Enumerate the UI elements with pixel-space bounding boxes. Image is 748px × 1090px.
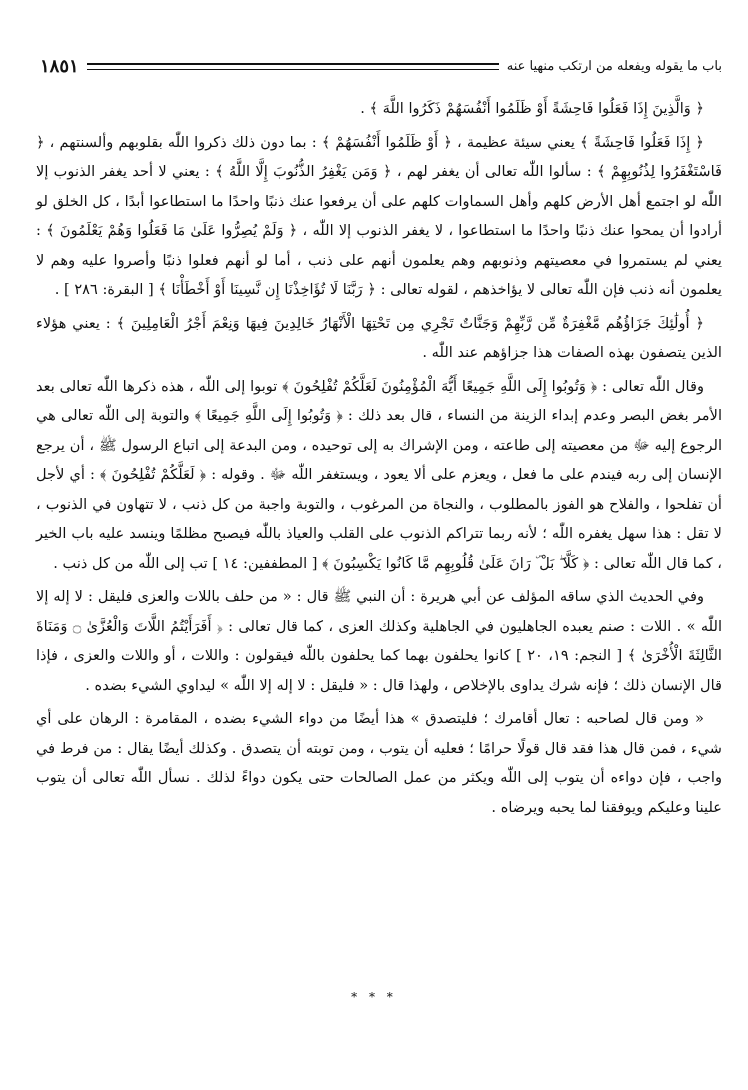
- paragraph-gambling: « ومن قال لصاحبه : تعال أقامرك ؛ فليتصدق » هذا أيضًا من دواء الشيء بضده ، المقامرة : الرهان على أي شيء ، فمن قال هذا فقد قال قولًا حرامًا ؛ فعليه أن يتوب ، ومن توبته أن يتصدق . وكذلك أيضًا يقال : من فرط في واجب ، فإن دواءه أن يتوب إلى اللّٰه ويكثر من عمل الصالحات حتى يكون دواءً لذلك . نسأل اللّٰه تعالى أن يتوب علينا وعليكم ويوفقنا لما يحبه ويرضاه .: [36, 710, 722, 816]
- paragraph-commentary: ﴿ إِذَا فَعَلُوا فَاحِشَةً ﴾ يعني سيئة عظيمة ، ﴿ أَوْ ظَلَمُوا أَنْفُسَهُمْ ﴾ : بما دون ذلك ذكروا اللّٰه بقلوبهم وألسنتهم ، ﴿ فَاسْتَغْفَرُوا لِذُنُوبِهِمْ ﴾ : سألوا اللّٰه تعالى أن يغفر لهم ، ﴿ وَمَن يَغْفِرُ الذُّنُوبَ إِلَّا اللَّهُ ﴾ : يعني لا أحد يغفر الذنوب إلا اللّٰه لو اجتمع أهل الأرض كلهم وأهل السماوات كلهم على أن يرفعوا عنك ذنبًا واحدًا ما استطاعوا أبدًا ، كل الخلق لو أرادوا أن يمحوا عنك ذنبًا واحدًا ما استطاعوا ، لا يغفر الذنوب إلا اللّٰه ، ﴿ وَلَمْ يُصِرُّوا عَلَىٰ مَا فَعَلُوا وَهُمْ يَعْلَمُونَ ﴾ : يعني لم يستمروا في معصيتهم وذنوبهم وهم يعلمون أنهم على ذنب ، أما لو أنهم فعلوا ذنبًا وأصروا عليه وهم لا يعلمون أنه ذنب فإن اللّٰه تعالى لا يؤاخذهم ، لقوله تعالى : ﴿ رَبَّنَا لَا تُؤَاخِذْنَا إِن نَّسِينَا أَوْ أَخْطَأْنَا ﴾ [ البقرة: ٢٨٦ ] .: [36, 133, 722, 298]
- header-rule: [87, 63, 499, 70]
- running-title: باب ما يقوله ويفعله من ارتكب منهيا عنه: [506, 58, 722, 74]
- page-header: [40, 50, 722, 82]
- paragraph-repentance: وقال اللّٰه تعالى : ﴿ وَتُوبُوا إِلَى اللَّهِ جَمِيعًا أَيُّهَ الْمُؤْمِنُونَ لَعَلَّكُمْ تُفْلِحُونَ ﴾ توبوا إلى اللّٰه ، هذه ذكرها اللّٰه تعالى بعد الأمر بغض البصر وعدم إبداء الزينة من النساء ، قال بعد ذلك : ﴿ وَتُوبُوا إِلَى اللَّهِ جَمِيعًا ﴾ والتوبة إلى اللّٰه تعالى هي الرجوع إليه ﷻ من معصيته إلى طاعته ، ومن الإشراك به إلى توحيده ، ومن البدعة إلى اتباع الرسول ﷺ ، أن يرجع الإنسان إلى ربه فيندم على ما فعل ، ويعزم على ألا يعود ، ويستغفر اللّٰه ﷻ . وقوله : ﴿ لَعَلَّكُمْ تُفْلِحُونَ ﴾ : أي لأجل أن تفلحوا ، والفلاح هو الفوز بالمطلوب ، والنجاة من المرغوب ، والتوبة واجبة من كل ذنب ، لا تتهاون في الذنوب ، لا تقل : هذا سهل يغفره اللّٰه ؛ لأنه ربما تتراكم الذنوب على القلب والعياذ باللّٰه فيصبح مظلمًا وينسد عليه باب الخير ، كما قال اللّٰه تعالى : ﴿ كَلَّا ۖ بَلْ ۜ رَانَ عَلَىٰ قُلُوبِهِم مَّا كَانُوا يَكْسِبُونَ ﴾ [ المطففين: ١٤ ] تب إلى اللّٰه من كل ذنب .: [36, 377, 722, 572]
- section-separator: * * *: [351, 990, 397, 1004]
- paragraph-hadith: وفي الحديث الذي ساقه المؤلف عن أبي هريرة : أن النبي ﷺ قال : « من حلف باللات والعزى فليقل : لا إله إلا اللّٰه » . اللات : صنم يعبده الجاهليون في الجاهلية وكذلك العزى ، كما قال تعالى : ﴿ أَفَرَأَيْتُمُ اللَّاتَ وَالْعُزَّىٰ ۝ وَمَنَاةَ الثَّالِثَةَ الْأُخْرَىٰ ﴾ [ النجم: ١٩، ٢٠ ] كانوا يحلفون بهما كما يحلفون باللّٰه فيقولون : واللات ، أو واللات والعزى ، فإذا قال الإنسان ذلك ؛ فإنه شرك يداوى بالإخلاص ، ولهذا قال : « فليقل : لا إله إلا اللّٰه » ليداوي الشيء بضده .: [36, 588, 722, 694]
- paragraph-verse: ﴿ وَالَّذِينَ إِذَا فَعَلُوا فَاحِشَةً أَوْ ظَلَمُوا أَنْفُسَهُمْ ذَكَرُوا اللَّهَ ﴾ .: [360, 100, 704, 117]
- paragraph-reward: ﴿ أُولَٰئِكَ جَزَاؤُهُم مَّغْفِرَةٌ مِّن رَّبِّهِمْ وَجَنَّاتٌ تَجْرِي مِن تَحْتِهَا الْأَنْهَارُ خَالِدِينَ فِيهَا وَنِعْمَ أَجْرُ الْعَامِلِينَ ﴾ : يعني هؤلاء الذين يتصفون بهذه الصفات هذا جزاؤهم عند اللّٰه .: [36, 314, 722, 361]
- page-body: [36, 94, 722, 822]
- page-number: ١٨٥١: [40, 55, 79, 77]
